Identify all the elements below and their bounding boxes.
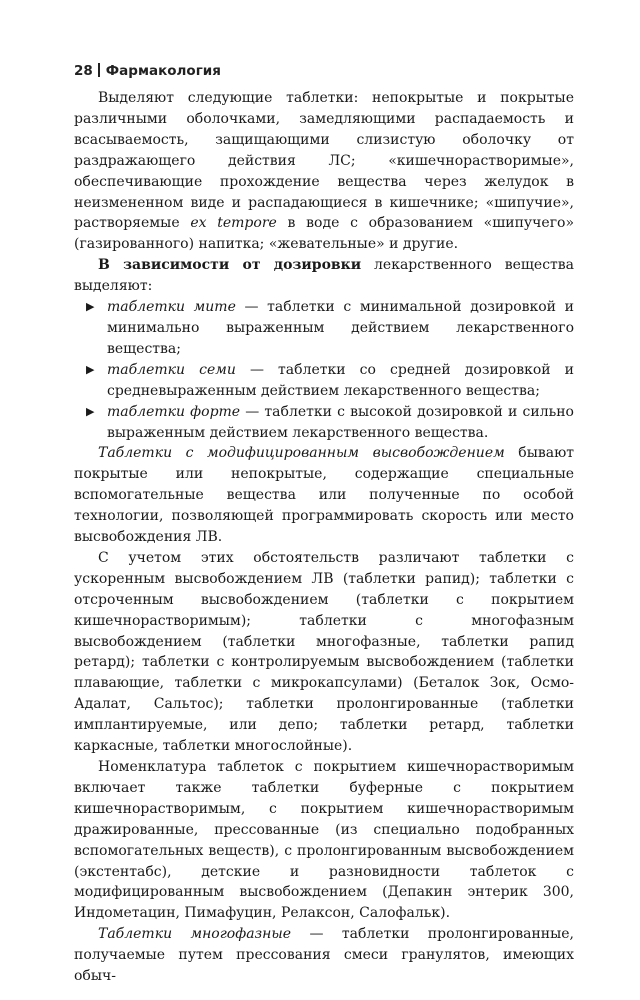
paragraph-nomenclature: Номенклатура таблеток с покрытием кишечнорастворимым включает также таблетки буферные с покрытием кишечнорастворимым, с покрытием кишечнорастворимым дражированные, прессованные (из специально подобранных вспомогательных веществ), с пролонгированным высвобождением (экстентабс), детские и разновидности таблеток с модифицированным высвобождением (Депакин энтерик 300, Индометацин, Пимафуцин, Релаксон, Салофальк). [74,759,574,922]
bold-term: В зависимости от дозировки [98,257,362,274]
paragraph-text: бывают покрытые или непокрытые, содержащие специальные вспомогательные вещества или полученные по особой технологии, позволяющей программировать скорость или место высвобождения ЛВ. [74,445,574,546]
paragraph-release-types: С учетом этих обстоятельств различают таблетки с ускоренным высвобождением ЛВ (таблетки рапид); таблетки с отсроченным высвобождением (таблетки с покрытием кишечнорастворимым); таблетки с многофазным высвобождением (таблетки многофазные, таблетки рапид ретард); таблетки с контролируемым высвобождением (таблетки плавающие, таблетки с микрокапсулами) (Беталок Зок, Осмо-Адалат, Сальтос); таблетки пролонгированные (таблетки имплантируемые, или депо; таблетки ретард, таблетки каркасные, таблетки многослойные). [74,549,574,755]
list-term: таблетки семи [107,361,236,378]
list-term: таблетки форте [107,403,241,420]
bullet-arrow-icon: ▶ [86,300,95,314]
list-term: таблетки мите [107,299,236,316]
italic-term: Таблетки многофазные [98,926,292,943]
latin-term: ex tempore [190,215,277,232]
paragraph-text: — таблетки пролонгированные, получаемые путем прессования смеси гранулятов, имеющих обыч- [74,926,574,985]
list-text: — таблетки со средней дозировкой и средневыраженным действием лекарственного вещества; [107,361,575,399]
list-text: — таблетки с высокой дозировкой и сильно выраженным действием лекарственного вещества. [107,403,574,441]
paragraph-text: лекарственного вещества выделяют: [74,257,575,295]
paragraph-text: в воде с образованием «шипучего» (газированного) напитка; «жевательные» и другие. [74,215,575,253]
book-page [74,62,574,987]
dosage-list [74,297,574,443]
paragraph-modified-release [74,443,574,548]
section-title: Фармакология [105,63,221,79]
list-item [74,297,574,360]
running-head [74,62,574,80]
page-number: 28 [74,63,93,79]
paragraph-dosage-intro [74,255,574,297]
list-text: — таблетки с минимальной дозировкой и минимально выраженным действием лекарственного вещества; [107,299,574,357]
paragraph-tablet-types [74,88,574,255]
body-text [74,88,574,987]
paragraph-text: Выделяют следующие таблетки: непокрытые и покрытые различными оболочками, замедляющими распадаемость и всасываемость, защищающими слизистую оболочку от раздражающего действия ЛС; «кишечнорастворимые», обеспечивающие прохождение вещества через желудок в неизмененном виде и распадающиеся в кишечнике; «шипучие», растворяемые [74,90,574,232]
bullet-arrow-icon: ▶ [86,404,95,418]
paragraph-multiphase [74,924,574,987]
list-item [74,360,574,402]
bullet-arrow-icon: ▶ [86,362,95,376]
italic-term: Таблетки с модифицированным высвобождением [98,445,505,462]
header-divider [98,63,100,77]
list-item [74,402,574,444]
